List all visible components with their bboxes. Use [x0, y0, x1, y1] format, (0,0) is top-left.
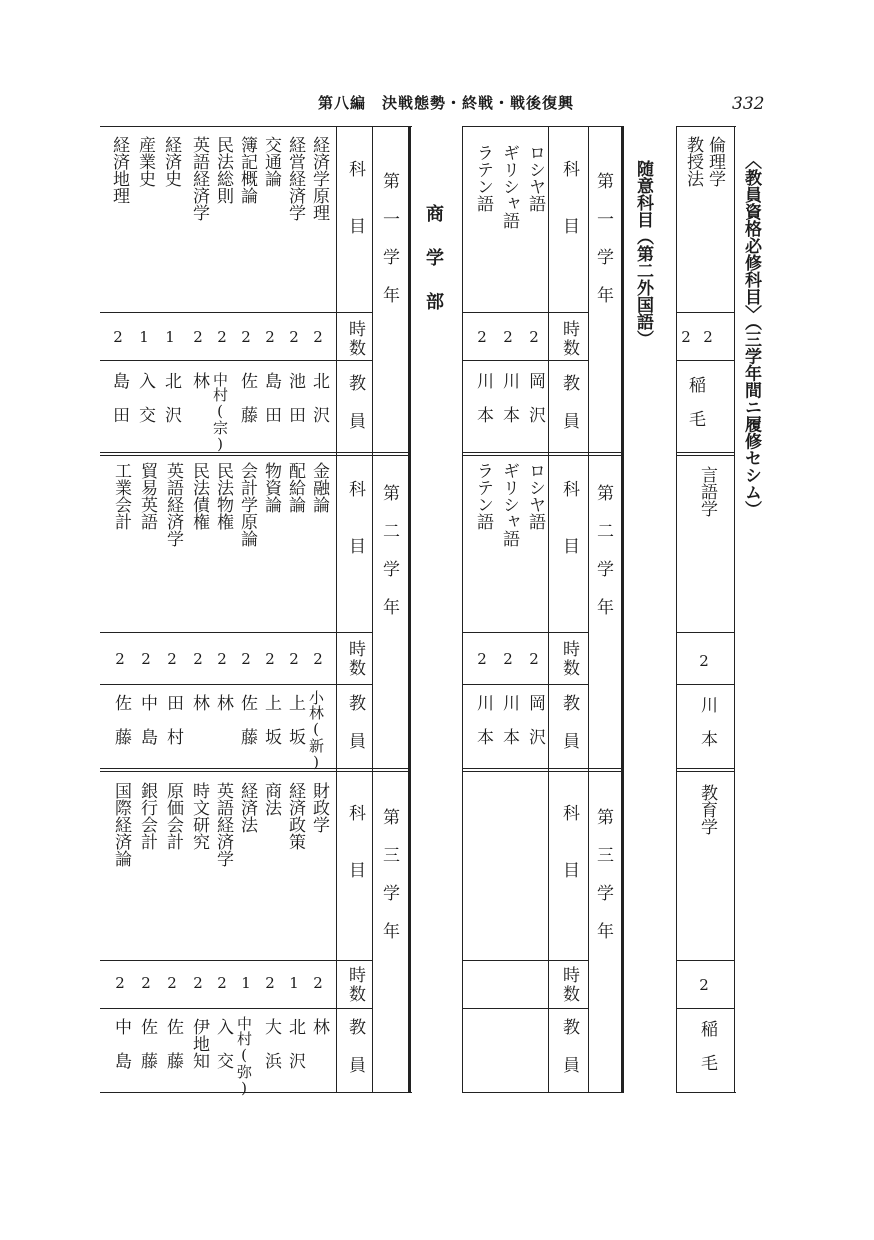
subject: 原価会計: [163, 782, 183, 850]
hours: 2: [289, 650, 299, 668]
field-header: 時数: [559, 966, 579, 1004]
field-header: 科 目: [345, 160, 365, 236]
subject: ギリシャ語: [499, 144, 519, 229]
subject: 教育学: [697, 784, 717, 835]
rule: [100, 960, 372, 961]
hours: 2: [313, 328, 323, 346]
field-header: 教 員: [345, 1018, 365, 1075]
hours: 2: [193, 974, 203, 992]
subject: ギリシャ語: [499, 462, 519, 547]
hours: 2: [477, 650, 487, 668]
hours: 2: [115, 650, 125, 668]
hours: 2: [217, 974, 227, 992]
hours: 2: [265, 650, 275, 668]
rule: [676, 126, 677, 1092]
rule: [676, 960, 734, 961]
teacher: 稲 毛: [685, 376, 705, 427]
teacher: 岡 沢: [525, 372, 545, 423]
subject: ロシヤ語: [525, 462, 545, 530]
field-header: 科 目: [559, 160, 579, 236]
teacher-cert-title: 〈教員資格必修科目〉（三学年間ニ履修セシム）: [741, 152, 761, 518]
teacher: 川 本: [473, 372, 493, 423]
teacher: 入 交: [135, 372, 155, 423]
subject: 英語経済学: [213, 782, 233, 867]
subject: 経済政策: [285, 782, 305, 850]
rule: [734, 126, 735, 1092]
rule: [676, 360, 734, 361]
rule: [100, 360, 372, 361]
year-header: 第 二 学 年: [593, 484, 613, 617]
teacher: 林: [189, 372, 209, 389]
rule: [100, 771, 410, 772]
rule: [100, 684, 372, 685]
teacher: 中村(弥): [235, 1016, 253, 1097]
teacher: 島 田: [261, 372, 281, 423]
subject: 経営経済学: [285, 136, 305, 221]
teacher: 佐 藤: [237, 694, 257, 745]
teacher: 林: [189, 694, 209, 711]
subject: 経済地理: [109, 136, 129, 204]
field-header: 教 員: [345, 694, 365, 751]
hours: 1: [165, 328, 175, 346]
rule: [336, 126, 337, 1092]
subject: 産業史: [135, 136, 155, 187]
rule: [676, 632, 734, 633]
subject: 経済法: [237, 782, 257, 833]
rule: [462, 126, 463, 1092]
rule: [100, 1008, 372, 1009]
teacher: 佐 藤: [163, 1018, 183, 1069]
hours: 2: [141, 650, 151, 668]
rule: [100, 1092, 412, 1093]
hours: 2: [217, 328, 227, 346]
year-header: 第 一 学 年: [593, 172, 613, 305]
subject: 時文研究: [189, 782, 209, 850]
teacher: 林: [213, 694, 233, 711]
rule: [676, 312, 734, 313]
teacher: 池 田: [285, 372, 305, 423]
teacher: 北 沢: [309, 372, 329, 423]
field-header: 教 員: [559, 374, 579, 431]
hours: 2: [113, 328, 123, 346]
rule: [462, 1092, 624, 1093]
hours: 2: [313, 974, 323, 992]
rule: [462, 632, 588, 633]
year-header: 第 三 学 年: [593, 808, 613, 941]
subject: 会計学原論: [237, 462, 257, 547]
subject: ロシヤ語: [525, 144, 545, 212]
teacher: 大 浜: [261, 1018, 281, 1069]
hours: 2: [699, 652, 709, 670]
field-header: 教 員: [559, 1018, 579, 1075]
subject: 物資論: [261, 462, 281, 513]
subject: 工業会計: [111, 462, 131, 530]
hours: 1: [289, 974, 299, 992]
subject: ラテン語: [473, 462, 493, 530]
rule: [676, 768, 734, 769]
subject: 民法物権: [213, 462, 233, 530]
subject: 配給論: [285, 462, 305, 513]
hours: 2: [167, 650, 177, 668]
rule: [462, 312, 588, 313]
year-header: 第 三 学 年: [379, 808, 399, 941]
rule: [676, 1008, 734, 1009]
rule: [588, 126, 589, 1092]
subject: 金融論: [309, 462, 329, 513]
hours: 2: [241, 328, 251, 346]
subject: ラテン語: [473, 144, 493, 212]
teacher: 伊地知: [189, 1018, 209, 1069]
teacher: 川 本: [499, 372, 519, 423]
field-header: 科 目: [559, 480, 579, 556]
hours: 2: [313, 650, 323, 668]
hours: 2: [141, 974, 151, 992]
rule: [676, 455, 734, 456]
teacher: 岡 沢: [525, 694, 545, 745]
rule: [621, 126, 624, 1092]
hours: 1: [139, 328, 149, 346]
hours: 2: [241, 650, 251, 668]
elective-title: 随意科目（第二外国語）: [633, 160, 653, 347]
hours: 2: [167, 974, 177, 992]
year-header: 第 二 学 年: [379, 484, 399, 617]
hours: 2: [289, 328, 299, 346]
field-header: 時数: [345, 966, 365, 1004]
rule: [462, 960, 588, 961]
teacher: 小林(新): [307, 690, 325, 771]
hours: 2: [529, 328, 539, 346]
field-header: 時数: [559, 320, 579, 358]
subject: 国際経済論: [111, 782, 131, 867]
rule: [676, 126, 736, 127]
rule: [462, 1008, 588, 1009]
subject: 交通論: [261, 136, 281, 187]
rule: [462, 771, 622, 772]
rule: [100, 632, 372, 633]
hours: 2: [503, 328, 513, 346]
rule: [100, 126, 412, 127]
teacher: 北 沢: [285, 1018, 305, 1069]
subject: 財政学: [309, 782, 329, 833]
field-header: 時数: [345, 640, 365, 678]
hours: 2: [115, 974, 125, 992]
subject: 言語学: [697, 466, 717, 517]
subject: 教授法: [683, 136, 703, 187]
hours: 2: [265, 974, 275, 992]
hours: 2: [703, 328, 713, 346]
subject: 英語経済学: [189, 136, 209, 221]
teacher: 川 本: [697, 696, 717, 747]
commerce-title: 商 学 部: [423, 204, 444, 314]
teacher: 川 本: [473, 694, 493, 745]
rule: [100, 312, 372, 313]
rule: [462, 684, 588, 685]
teacher: 中村(宗): [211, 372, 229, 453]
teacher: 佐 藤: [137, 1018, 157, 1069]
teacher: 上 坂: [285, 694, 305, 745]
rule: [676, 684, 734, 685]
field-header: 教 員: [559, 694, 579, 751]
teacher: 入 交: [213, 1018, 233, 1069]
teacher: 田 村: [163, 694, 183, 745]
rule: [462, 768, 622, 769]
hours: 1: [241, 974, 251, 992]
subject: 民法総則: [213, 136, 233, 204]
hours: 2: [503, 650, 513, 668]
rule: [100, 768, 410, 769]
subject: 銀行会計: [137, 782, 157, 850]
teacher: 稲 毛: [697, 1020, 717, 1071]
subject: 倫理学: [705, 136, 725, 187]
hours: 2: [217, 650, 227, 668]
teacher: 中 島: [111, 1018, 131, 1069]
subject: 貿易英語: [137, 462, 157, 530]
teacher: 北 沢: [161, 372, 181, 423]
hours: 2: [265, 328, 275, 346]
subject: 経済学原理: [309, 136, 329, 221]
rule: [372, 126, 373, 1092]
teacher: 上 坂: [261, 694, 281, 745]
rule: [462, 126, 624, 127]
rule: [676, 1092, 736, 1093]
teacher: 島 田: [109, 372, 129, 423]
field-header: 科 目: [345, 480, 365, 556]
rule: [462, 452, 622, 453]
field-header: 科 目: [345, 804, 365, 880]
rule: [408, 126, 411, 1092]
teacher: 中 島: [137, 694, 157, 745]
rule: [100, 452, 410, 453]
teacher: 佐 藤: [111, 694, 131, 745]
page-number: 332: [732, 94, 765, 114]
subject: 民法債権: [189, 462, 209, 530]
hours: 2: [193, 650, 203, 668]
rule: [462, 360, 588, 361]
subject: 簿記概論: [237, 136, 257, 204]
running-title: 第八編 決戦態勢・終戦・戦後復興: [318, 94, 575, 112]
hours: 2: [681, 328, 691, 346]
subject: 英語経済学: [163, 462, 183, 547]
rule: [462, 455, 622, 456]
hours: 2: [529, 650, 539, 668]
rule: [548, 126, 549, 1092]
subject: 経済史: [161, 136, 181, 187]
teacher: 林: [309, 1018, 329, 1035]
year-header: 第 一 学 年: [379, 172, 399, 305]
field-header: 教 員: [345, 374, 365, 431]
field-header: 時数: [559, 640, 579, 678]
teacher: 佐 藤: [237, 372, 257, 423]
subject: 商法: [261, 782, 281, 816]
field-header: 時数: [345, 320, 365, 358]
rule: [676, 771, 734, 772]
hours: 2: [477, 328, 487, 346]
teacher: 川 本: [499, 694, 519, 745]
hours: 2: [193, 328, 203, 346]
rule: [676, 452, 734, 453]
field-header: 科 目: [559, 804, 579, 880]
rule: [100, 455, 410, 456]
hours: 2: [699, 976, 709, 994]
